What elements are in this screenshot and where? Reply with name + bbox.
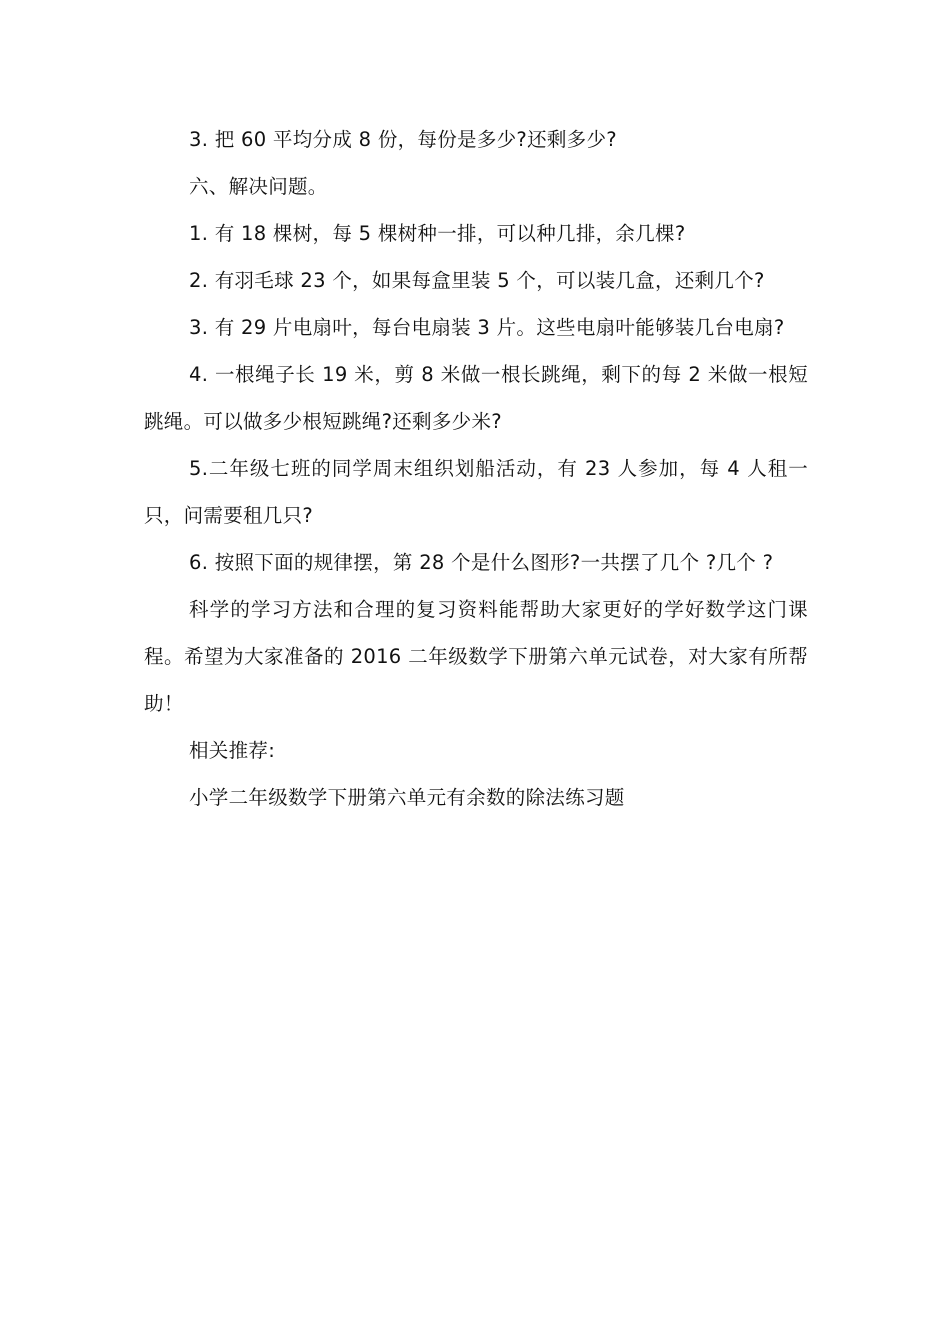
question-divide-60: 3. 把 60 平均分成 8 份，每份是多少?还剩多少?: [189, 128, 617, 151]
section-heading-solve-problems: 六、解决问题。: [189, 175, 328, 198]
problem-1-trees: 1. 有 18 棵树，每 5 棵树种一排，可以种几排，余几棵?: [189, 222, 686, 245]
problem-5-boating: 5.二年级七班的同学周末组织划船活动，有 23 人参加，每 4 人租一只，问需要租几只?: [144, 457, 808, 527]
related-link[interactable]: 小学二年级数学下册第六单元有余数的除法练习题: [189, 786, 625, 809]
closing-paragraph: 科学的学习方法和合理的复习资料能帮助大家更好的学好数学这门课程。希望为大家准备的 2016 二年级数学下册第六单元试卷，对大家有所帮助！: [144, 598, 808, 715]
document-body: [144, 116, 808, 821]
problem-3-fan-blades: 3. 有 29 片电扇叶，每台电扇装 3 片。这些电扇叶能够装几台电扇?: [189, 316, 785, 339]
problem-6-pattern: 6. 按照下面的规律摆，第 28 个是什么图形?一共摆了几个 ?几个 ?: [189, 551, 774, 574]
related-heading: 相关推荐:: [189, 739, 276, 762]
problem-4-jump-rope: 4. 一根绳子长 19 米，剪 8 米做一根长跳绳，剩下的每 2 米做一根短跳绳。可以做多少根短跳绳?还剩多少米?: [144, 363, 808, 433]
problem-2-shuttlecocks: 2. 有羽毛球 23 个，如果每盒里装 5 个，可以装几盒，还剩几个?: [189, 269, 765, 292]
